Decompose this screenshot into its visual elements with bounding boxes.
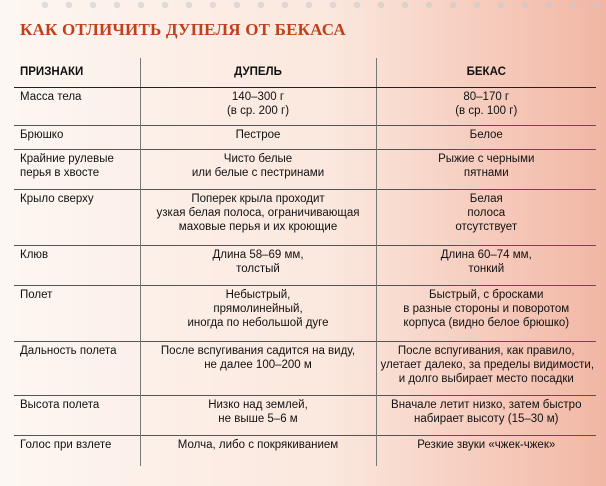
dupel-cell <box>140 88 376 126</box>
comparison-table <box>14 58 596 466</box>
column-header-dupel: ДУПЕЛЬ <box>140 58 376 88</box>
cell-line: иногда по небольшой дуге <box>187 317 329 329</box>
cell-line: После вспугивания садится на виду, <box>160 345 356 357</box>
trait-cell <box>14 88 140 126</box>
dupel-cell <box>140 150 376 190</box>
cell-line: После вспугивания, как правило, <box>397 345 575 357</box>
column-header-bekas: БЕКАС <box>376 58 596 88</box>
cell-line: Пестрое <box>235 129 281 141</box>
table-row <box>14 150 596 190</box>
cell-line: Дальность полета <box>20 345 117 357</box>
cell-line: Чисто белые <box>223 153 293 165</box>
cell-line: в разные стороны и поворотом <box>403 303 570 315</box>
cell-line: Белая <box>469 193 503 205</box>
trait-cell <box>14 246 140 286</box>
cell-line: Вначале летит низко, затем быстро <box>391 399 582 411</box>
table-row <box>14 190 596 246</box>
cell-line: (в ср. 100 г) <box>455 105 518 117</box>
cell-line: улетает далеко, за пределы видимости, <box>380 359 595 371</box>
trait-cell <box>14 342 140 396</box>
trait-cell <box>14 286 140 342</box>
bekas-cell <box>376 126 596 150</box>
cell-line: полоса <box>467 207 506 219</box>
trait-cell <box>14 396 140 436</box>
cell-line: Низко над землей, <box>208 399 308 411</box>
cell-line: или белые с пестринами <box>191 167 325 179</box>
cell-line: Небыстрый, <box>225 289 291 301</box>
cell-line: корпуса (видно белое брюшко) <box>403 317 570 329</box>
bekas-cell <box>376 246 596 286</box>
spiral-binding <box>40 0 600 10</box>
cell-line: Длина 58–69 мм, <box>212 249 304 261</box>
cell-line: узкая белая полоса, ограничивающая <box>156 207 360 219</box>
bekas-cell <box>376 150 596 190</box>
bekas-cell <box>376 286 596 342</box>
table-row <box>14 126 596 150</box>
cell-line: Полет <box>20 289 53 301</box>
cell-line: Быстрый, с бросками <box>429 289 544 301</box>
page-title: КАК ОТЛИЧИТЬ ДУПЕЛЯ ОТ БЕКАСА <box>20 20 346 39</box>
cell-line: перья в хвосте <box>20 167 100 179</box>
table-row <box>14 396 596 436</box>
cell-line: толстый <box>236 263 280 275</box>
cell-line: набирает высоту (15–30 м) <box>413 413 559 425</box>
bekas-cell <box>376 342 596 396</box>
cell-line: Голос при взлете <box>20 439 112 451</box>
cell-line: Высота полета <box>20 399 100 411</box>
bekas-cell <box>376 190 596 246</box>
trait-cell <box>14 190 140 246</box>
cell-line: Рыжие с черными <box>438 153 535 165</box>
cell-line: Молча, либо с покрякиванием <box>177 439 339 451</box>
dupel-cell <box>140 246 376 286</box>
cell-line: Крайние рулевые <box>20 153 114 165</box>
table-row <box>14 246 596 286</box>
cell-line: 80–170 г <box>463 91 510 103</box>
dupel-cell <box>140 342 376 396</box>
dupel-cell <box>140 190 376 246</box>
cell-line: пятнами <box>463 167 509 179</box>
bekas-cell <box>376 396 596 436</box>
bekas-cell <box>376 436 596 466</box>
column-header-traits: ПРИЗНАКИ <box>14 58 140 88</box>
cell-line: Масса тела <box>20 91 82 103</box>
dupel-cell <box>140 126 376 150</box>
cell-line: Поперек крыла проходит <box>191 193 325 205</box>
cell-line: маховые перья и их кроющие <box>178 221 338 233</box>
cell-line: Крыло сверху <box>20 193 94 205</box>
trait-cell <box>14 126 140 150</box>
dupel-cell <box>140 436 376 466</box>
cell-line: отсутствует <box>455 221 518 233</box>
bekas-cell <box>376 88 596 126</box>
dupel-cell <box>140 396 376 436</box>
trait-cell <box>14 150 140 190</box>
cell-line: прямолинейный, <box>213 303 303 315</box>
cell-line: не выше 5–6 м <box>218 413 298 425</box>
trait-cell <box>14 436 140 466</box>
cell-line: не далее 100–200 м <box>204 359 312 371</box>
table-row <box>14 342 596 396</box>
cell-line: Клюв <box>20 249 49 261</box>
cell-line: тонкий <box>468 263 505 275</box>
table-header-row <box>14 58 596 88</box>
dupel-cell <box>140 286 376 342</box>
cell-line: Длина 60–74 мм, <box>440 249 532 261</box>
cell-line: и долго выбирает место посадки <box>398 373 574 385</box>
cell-line: (в ср. 200 г) <box>226 105 290 117</box>
cell-line: 140–300 г <box>231 91 285 103</box>
cell-line: Белое <box>469 129 503 141</box>
table-row <box>14 286 596 342</box>
cell-line: Резкие звуки «чжек-чжек» <box>417 439 556 451</box>
table-row <box>14 436 596 466</box>
cell-line: Брюшко <box>20 129 64 141</box>
table-row <box>14 88 596 126</box>
